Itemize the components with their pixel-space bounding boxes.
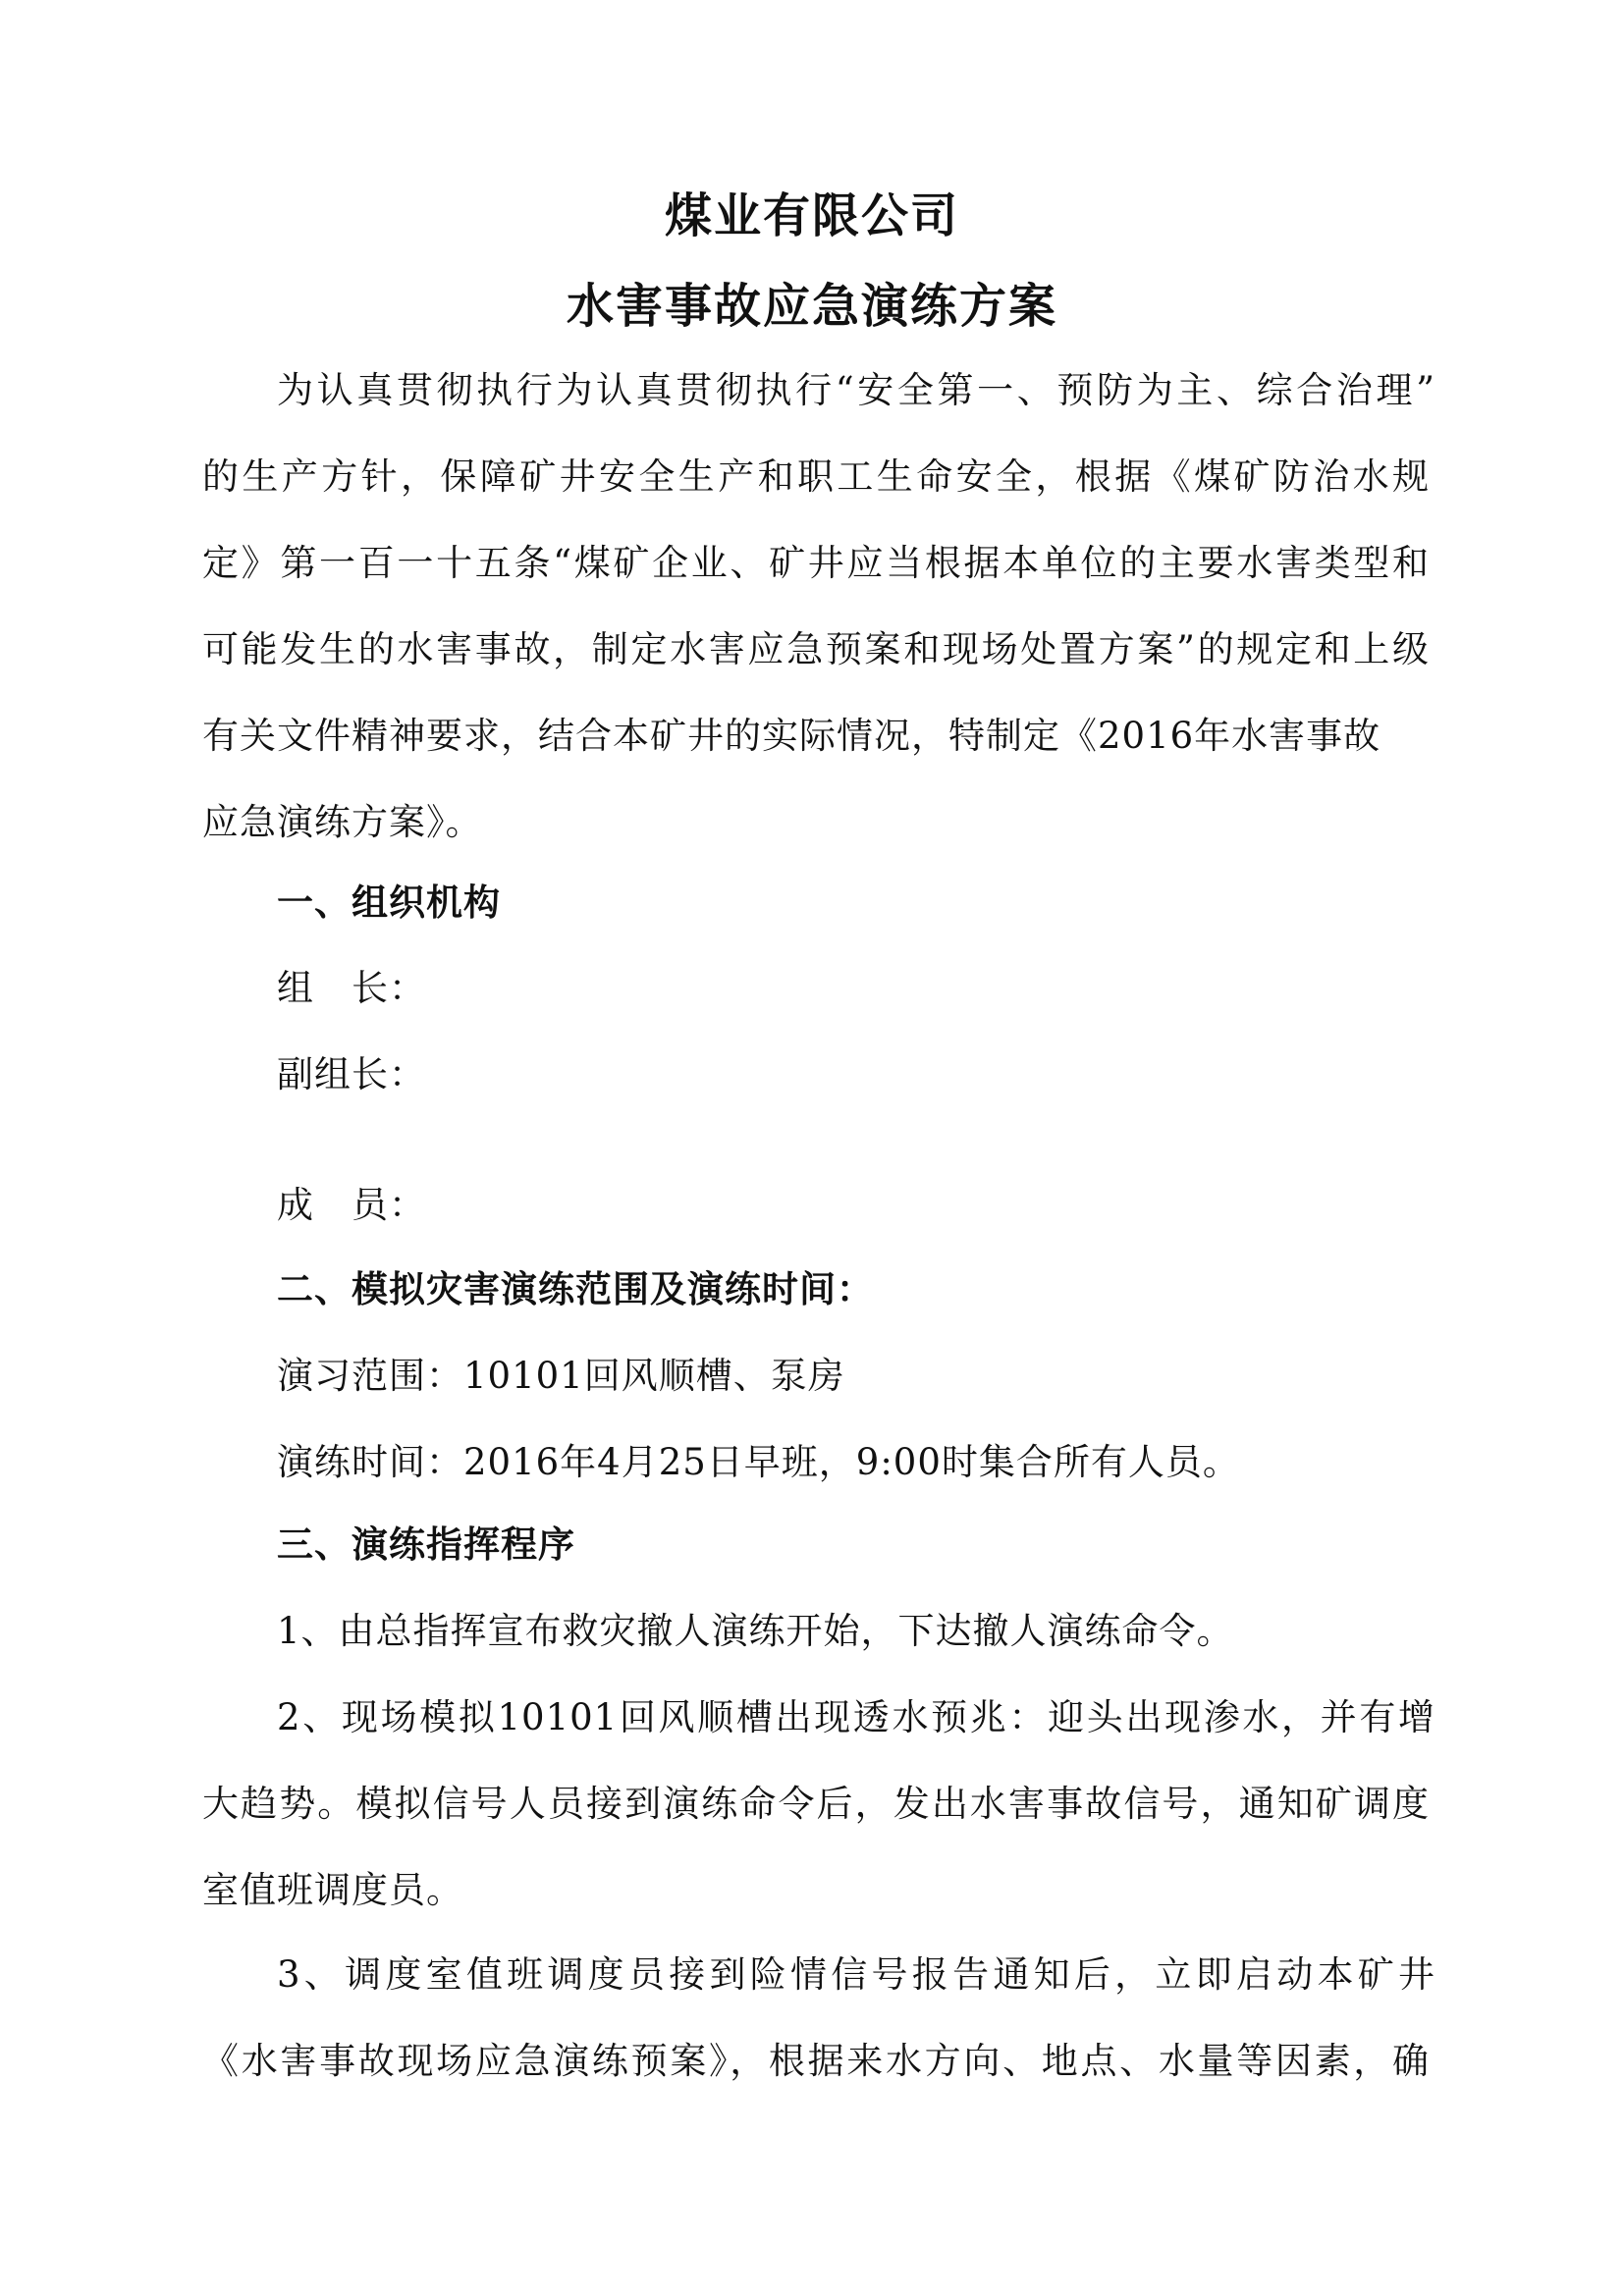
section-3-heading: 三、演练指挥程序	[277, 1523, 575, 1566]
exercise-time: 演练时间：2016年4月25日早班，9:00时集合所有人员。	[277, 1441, 1240, 1483]
deputy-leader-label: 副组长：	[277, 1053, 426, 1095]
intro-line-5: 有关文件精神要求，结合本矿井的实际情况，特制定《2016年水害事故	[202, 715, 1381, 757]
procedure-item-3-line-2: 《水害事故现场应急演练预案》，根据来水方向、地点、水量等因素，确	[202, 2040, 1430, 2082]
exercise-scope: 演习范围：10101回风顺槽、泵房	[277, 1355, 845, 1397]
section-2-heading: 二、模拟灾害演练范围及演练时间：	[277, 1268, 874, 1310]
procedure-item-2-line-3: 室值班调度员。	[202, 1869, 463, 1911]
intro-line-1: 为认真贯彻执行为认真贯彻执行“安全第一、预防为主、综合治理”	[277, 369, 1435, 411]
section-1-heading: 一、组织机构	[277, 881, 501, 924]
procedure-item-1: 1、由总指挥宣布救灾撤人演练开始，下达撤人演练命令。	[277, 1610, 1234, 1652]
procedure-item-2-line-1: 2、现场模拟10101回风顺槽出现透水预兆：迎头出现渗水，并有增	[277, 1696, 1435, 1738]
intro-line-6: 应急演练方案》。	[202, 801, 483, 843]
members-label: 成 员：	[277, 1184, 426, 1226]
procedure-item-3-line-1: 3、调度室值班调度员接到险情信号报告通知后，立即启动本矿井	[277, 1953, 1435, 1996]
company-title: 煤业有限公司	[664, 188, 959, 243]
intro-line-3: 定》第一百一十五条“煤矿企业、矿井应当根据本单位的主要水害类型和	[202, 542, 1430, 584]
intro-line-2: 的生产方针，保障矿井安全生产和职工生命安全，根据《煤矿防治水规	[202, 455, 1430, 498]
plan-title: 水害事故应急演练方案	[566, 279, 1057, 334]
procedure-item-2-line-2: 大趋势。模拟信号人员接到演练命令后，发出水害事故信号，通知矿调度	[202, 1783, 1430, 1825]
intro-line-4: 可能发生的水害事故，制定水害应急预案和现场处置方案”的规定和上级	[202, 628, 1430, 670]
leader-label: 组 长：	[277, 967, 426, 1009]
